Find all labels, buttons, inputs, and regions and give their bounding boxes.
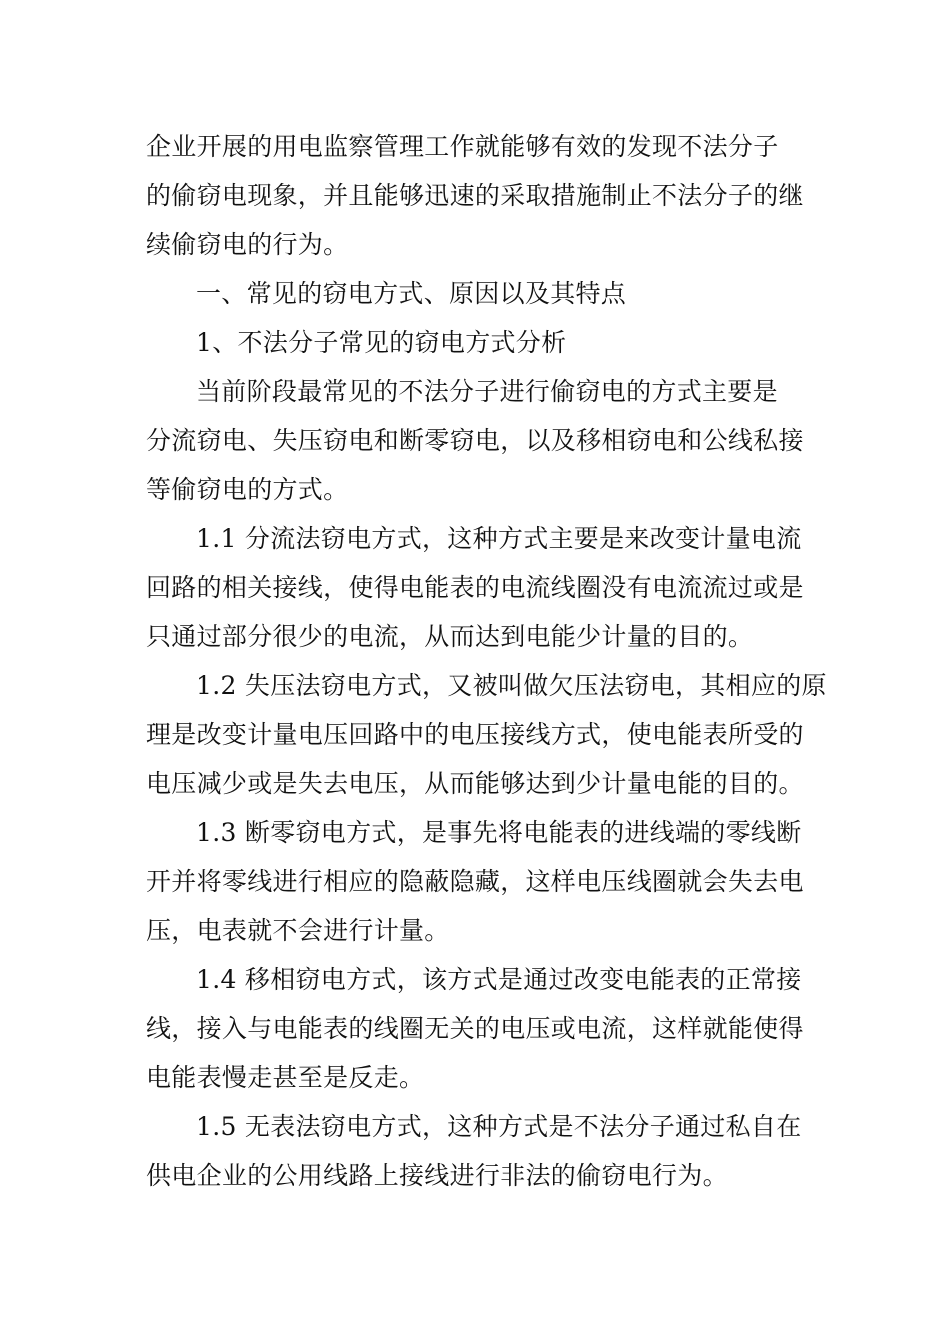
section-heading-1 — [146, 269, 810, 318]
text-line: 分流窃电、失压窃电和断零窃电，以及移相窃电和公线私接 — [146, 426, 804, 455]
text-line: 开并将零线进行相应的隐蔽隐藏，这样电压线圈就会失去电 — [146, 867, 804, 896]
text-line: 只通过部分很少的电流，从而达到电能少计量的目的。 — [146, 622, 754, 651]
text-line: 回路的相关接线，使得电能表的电流线圈没有电流流过或是 — [146, 573, 804, 602]
text-line: 1.2 失压法窃电方式，又被叫做欠压法窃电，其相应的原 — [196, 671, 827, 700]
paragraph-1-4 — [146, 955, 810, 1102]
text-line: 线，接入与电能表的线圈无关的电压或电流，这样就能使得 — [146, 1014, 804, 1043]
text-line: 1、不法分子常见的窃电方式分析 — [196, 328, 567, 357]
subsection-heading-1 — [146, 318, 810, 367]
paragraph-1-2 — [146, 661, 827, 808]
text-line: 当前阶段最常见的不法分子进行偷窃电的方式主要是 — [196, 377, 778, 406]
text-line: 续偷窃电的行为。 — [146, 230, 349, 259]
text-line: 理是改变计量电压回路中的电压接线方式，使电能表所受的 — [146, 720, 804, 749]
text-line: 1.1 分流法窃电方式，这种方式主要是来改变计量电流 — [196, 524, 802, 553]
paragraph-intro-continued — [146, 122, 810, 269]
paragraph-overview — [146, 367, 810, 514]
document-body — [146, 122, 827, 1200]
text-line: 的偷窃电现象，并且能够迅速的采取措施制止不法分子的继 — [146, 181, 804, 210]
text-line: 电能表慢走甚至是反走。 — [146, 1063, 425, 1092]
text-line: 1.4 移相窃电方式，该方式是通过改变电能表的正常接 — [196, 965, 802, 994]
text-line: 电压减少或是失去电压，从而能够达到少计量电能的目的。 — [146, 769, 804, 798]
text-line: 1.3 断零窃电方式，是事先将电能表的进线端的零线断 — [196, 818, 802, 847]
text-line: 一、常见的窃电方式、原因以及其特点 — [196, 279, 627, 308]
text-line: 等偷窃电的方式。 — [146, 475, 349, 504]
text-line: 企业开展的用电监察管理工作就能够有效的发现不法分子 — [146, 132, 779, 161]
text-line: 供电企业的公用线路上接线进行非法的偷窃电行为。 — [146, 1161, 728, 1190]
paragraph-1-5 — [146, 1102, 810, 1200]
paragraph-1-1 — [146, 514, 810, 661]
paragraph-1-3 — [146, 808, 810, 955]
text-line: 压，电表就不会进行计量。 — [146, 916, 450, 945]
text-line: 1.5 无表法窃电方式，这种方式是不法分子通过私自在 — [196, 1112, 802, 1141]
